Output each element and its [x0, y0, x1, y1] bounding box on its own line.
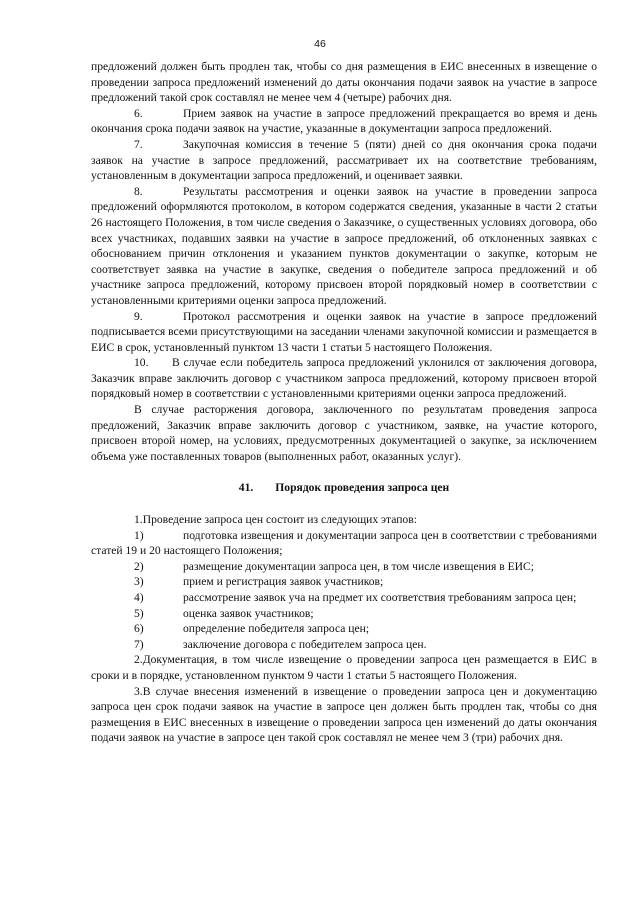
paragraph-10: 10. В случае если победитель запроса предложений уклонился от заключения договора, Заказчик вправе заключить договор с участником запроса предложений, которому присвоен второй порядковый номер в соответствии с установленными критериями оценки запроса предложений. [91, 356, 597, 401]
page-content [91, 59, 597, 746]
stage-number: 1) [134, 528, 144, 542]
stage-number: 3) [134, 575, 144, 589]
page-number: 46 [314, 38, 326, 50]
paragraph-documentation: 2.Документация, в том числе извещение о проведении запроса цен размещается в ЕИС в сроки и в порядке, установленном пунктом 9 части 1 статьи 5 настоящего Положения. [91, 653, 597, 682]
stage-item: 2) размещение документации запроса цен, в том числе извещения в ЕИС; [134, 559, 535, 573]
stage-item: 5) оценка заявок участников; [134, 606, 314, 620]
stage-item: 3) прием и регистрация заявок участников; [134, 575, 384, 589]
section-title: Порядок проведения запроса цен [275, 481, 450, 495]
paragraph-number: 6. [134, 106, 143, 120]
stage-item: 6) определение победителя запроса цен; [134, 622, 370, 636]
paragraph-7: 7. Закупочная комиссия в течение 5 (пяти) дней со дня окончания срока подачи заявок на участие в запросе предложений, рассматривает их на соответствие требованиям, установленным в документации запроса предложений, и оценивает заявки. [91, 137, 597, 183]
paragraph-number: 9. [134, 309, 143, 323]
paragraph-9: 9. Протокол рассмотрения и оценки заявок на участие в запросе предложений подписывается всеми присутствующими на заседании членами закупочной комиссии и размещается в ЕИС в срок, установленный пунктом 13 части 1 статьи 5 настоящего Положения. [91, 309, 597, 354]
stage-item: 4) рассмотрение заявок уча на предмет их соответствия требованиям запроса цен; [134, 591, 577, 604]
section-heading [91, 480, 597, 496]
paragraph-number: 10. [134, 356, 149, 370]
stage-number: 5) [134, 606, 144, 620]
paragraph-continuation: предложений должен быть продлен так, чтобы со дня размещения в ЕИС внесенных в извещение о проведении запроса предложений изменений до даты окончания подачи заявок на участие в запросе предложений такой срок составлял не менее чем 4 (четыре) рабочих дня. [91, 60, 597, 105]
stage-number: 6) [134, 622, 144, 636]
paragraph-termination: В случае расторжения договора, заключенного по результатам проведения запроса предложений, Заказчик вправе заключить договор с участником, заявке, на участие которого, присвоен второй номер, на условиях, предусмотренных документацией о закупке, за исключением объема уже поставленных товаров (выполненных работ, оказанных услуг). [91, 403, 597, 463]
stage-item: 1) подготовка извещения и документации запроса цен в соответствии с требованиями статей 19 и 20 настоящего Положения; [91, 528, 597, 558]
stage-item: 7) заключение договора с победителем запроса цен. [134, 637, 427, 651]
section-number: 41. [238, 481, 254, 495]
stage-number: 7) [134, 637, 144, 651]
stage-number: 4) [134, 591, 144, 604]
paragraph-number: 8. [134, 184, 143, 198]
stage-number: 2) [134, 559, 144, 573]
paragraph-6: 6. Прием заявок на участие в запросе предложений прекращается во время и день окончания срока подачи заявок на участие, указанные в документации запроса предложений. [91, 106, 597, 136]
paragraph-8: 8. Результаты рассмотрения и оценки заявок на участие в проведении запроса предложений оформляются протоколом, в котором содержатся сведения, указанные в части 2 статьи 26 настоящего Положения, в том числе сведения о Заказчике, о существенных условиях договора, обо всех участниках, подавших заявки на участие в запросе предложений, об отклоненных заявках с обоснованием причин отклонения и указанием пунктов документации о закупке, которым не соответствует заявка на участие в закупке, сведения о победителе запроса предложений и об участнике запроса предложений, которому присвоен второй порядковый номер в соответствии с установленными критериями оценки запроса предложений. [91, 184, 597, 307]
paragraph-intro: 1.Проведение запроса цен состоит из следующих этапов: [134, 513, 417, 527]
paragraph-changes: 3.В случае внесения изменений в извещение о проведении запроса цен и документацию запроса цен срок подачи заявок на участие в запросе цен должен быть продлен так, чтобы со дня размещения в ЕИС внесенных в извещение о проведении запроса цен изменений до даты окончания подачи заявок на участие в запросе цен такой срок составлял не менее чем 3 (три) рабочих дня. [91, 684, 597, 745]
paragraph-number: 7. [134, 137, 143, 151]
